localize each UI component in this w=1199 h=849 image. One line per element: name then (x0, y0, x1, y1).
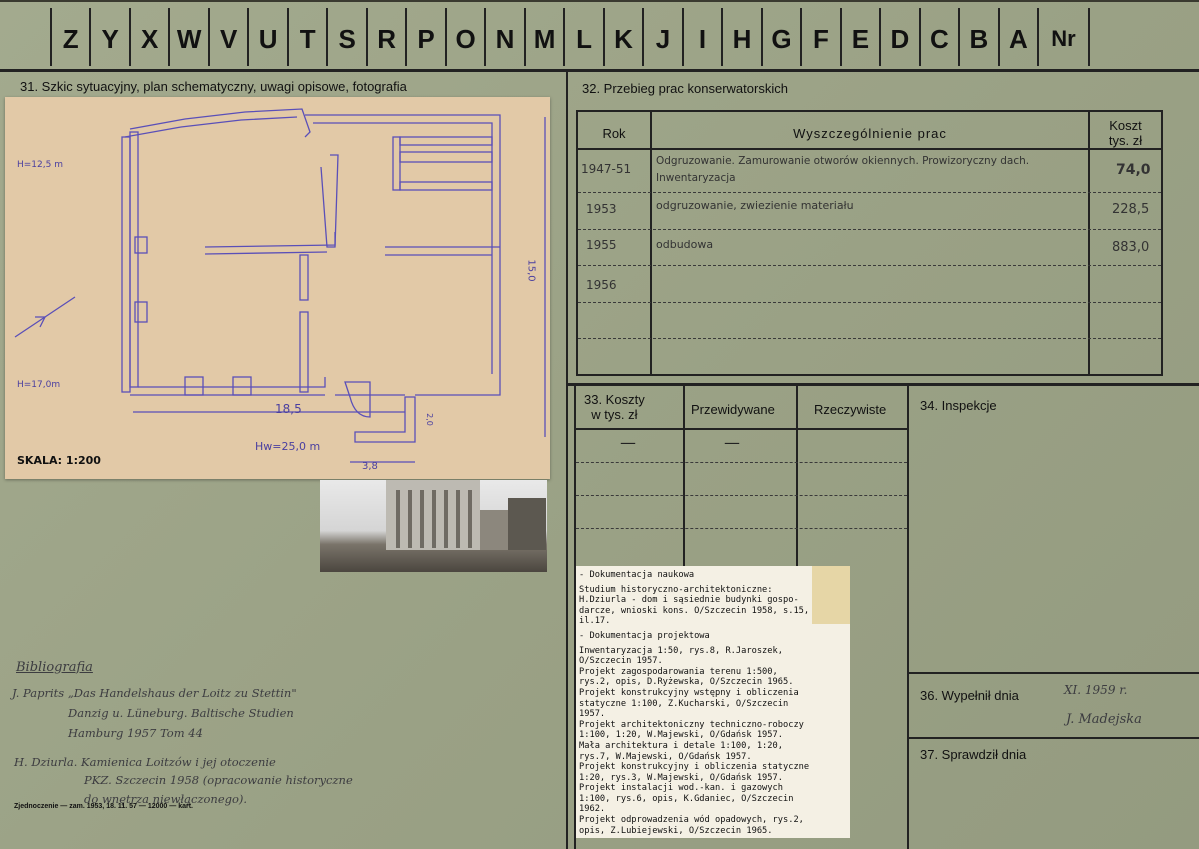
letter-cell: O (445, 8, 484, 66)
documentation-line: - Dokumentacja projektowa (579, 630, 710, 641)
documentation-line: 1957. (579, 709, 606, 720)
height-dimension: 15,0 (525, 259, 537, 282)
bibliography-line: Hamburg 1957 Tom 44 (68, 726, 203, 740)
width-dimension: 18,5 (275, 402, 302, 416)
actual-value: — (724, 433, 740, 452)
letter-cell: U (247, 8, 286, 66)
section-36-rule (907, 672, 1199, 674)
row-line (576, 528, 907, 529)
row-line (578, 338, 1161, 339)
bibliography-line: PKZ. Szczecin 1958 (opracowanie historyczne (84, 773, 353, 787)
letter-cell: N (484, 8, 523, 66)
documentation-line: Projekt konstrukcyjny wstępny i obliczenia (579, 687, 799, 698)
documentation-line: Projekt konstrukcyjny i obliczenia statyczne (579, 762, 810, 773)
letter-cell: R (366, 8, 405, 66)
row-line (578, 229, 1161, 230)
row-cost: 228,5 (1112, 202, 1150, 217)
stair-dimension: 3,8 (362, 461, 378, 472)
col-header-cost: Koszt tys. zł (1108, 118, 1143, 148)
documentation-line: statyczne 1:100, Z.Kucharski, O/Szczecin (579, 698, 789, 709)
documentation-line: opis, Z.Lubiejewski, O/Szczecin 1965. (579, 825, 773, 836)
site-sketch-paper (5, 97, 550, 479)
floor-plan-drawing (5, 97, 550, 479)
letter-cell: T (287, 8, 326, 66)
documentation-line: 1:20, rys.3, W.Majewski, O/Gdańsk 1957. (579, 772, 783, 783)
hw-label: Hw=25,0 m (255, 440, 321, 453)
documentation-line: Inwentaryzacja 1:50, rys.8, R.Jaroszek, (579, 645, 783, 656)
print-footer: Zjednoczenie — zam. 1953, 18. 11. 57 — 12000 — kart. (14, 803, 193, 810)
col-header-year: Rok (602, 125, 626, 141)
col-header-planned: Przewidywane (691, 402, 775, 417)
documentation-line: Studium historyczno-architektoniczne: (579, 584, 773, 595)
conservation-works-table (576, 110, 1163, 376)
col-divider (683, 386, 685, 566)
letter-cell: E (840, 8, 879, 66)
documentation-line: 1:100, 1:20, W.Majewski, O/Gdańsk 1957. (579, 730, 783, 741)
documentation-line: rys.7, W.Majewski, O/Gdańsk 1957. (579, 751, 752, 762)
section-33-top-rule (566, 383, 1199, 386)
section-37-rule (907, 737, 1199, 739)
section-32-title: 32. Przebieg prac konserwatorskich (582, 81, 788, 96)
row-description: Odgruzowanie. Zamurowanie otworów okiennych. Prowizoryczny dach. Inwentaryzacja (656, 155, 1030, 184)
row-line (578, 192, 1161, 193)
letter-cell: X (129, 8, 168, 66)
documentation-line: 1:100, rys.6, opis, K.Gdaniec, O/Szczecin (579, 793, 794, 804)
header-rule (576, 428, 907, 430)
letter-cell: I (682, 8, 721, 66)
main-column-divider (566, 72, 568, 849)
documentation-line: H.Dziurla - dom i sąsiednie budynki gospo- (579, 595, 799, 606)
documentation-line: darcze, wnioski kons. O/Szczecin 1958, s.15, (579, 605, 810, 616)
bibliography-line: do wnętrza niewłączonego). (84, 792, 248, 806)
documentation-lines (579, 570, 846, 836)
letter-cell: K (603, 8, 642, 66)
col-header-description: Wyszczególnienie prac (793, 125, 947, 141)
documentation-line: 1962. (579, 804, 606, 815)
row-year: 1956 (586, 278, 617, 292)
header-divider (0, 69, 1199, 72)
row-description: odgruzowanie, zwiezienie materiału (656, 199, 854, 212)
letter-cell: G (761, 8, 800, 66)
row-line (576, 462, 907, 463)
bibliography-heading: Bibliografia (16, 660, 93, 675)
section-34-title: 34. Inspekcje (920, 398, 997, 413)
col-divider (796, 386, 798, 566)
letter-cell: D (879, 8, 918, 66)
documentation-line: Mała architektura i detale 1:100, 1:20, (579, 740, 783, 751)
letter-cell: V (208, 8, 247, 66)
col-header-actual: Rzeczywiste (814, 402, 887, 417)
nr-cell: Nr (1037, 8, 1090, 66)
header-rule (578, 148, 1161, 150)
height-label-2: H=17,0m (17, 380, 61, 390)
documentation-line: O/Szczecin 1957. (579, 656, 663, 667)
row-year: 1953 (586, 202, 617, 216)
letter-cell: M (524, 8, 563, 66)
entrance-dimension: 2,0 (424, 413, 434, 426)
bibliography-line: J. Paprits „Das Handelshaus der Loitz zu Stettin" (12, 686, 297, 700)
letter-index-header (50, 8, 1090, 66)
bibliography-line: Danzig u. Lüneburg. Baltische Studien (68, 706, 294, 720)
letter-cell: A (998, 8, 1037, 66)
row-cost: 883,0 (1112, 240, 1150, 255)
cost-col-divider (1088, 112, 1090, 374)
documentation-line: Projekt instalacji wod.-kan. i gazowych (579, 783, 783, 794)
letter-cell: P (405, 8, 444, 66)
year-col-divider (650, 112, 652, 374)
letter-cell: H (721, 8, 760, 66)
letter-cell: F (800, 8, 839, 66)
row-year: 1947-51 (581, 162, 632, 176)
row-cost: 74,0 (1116, 162, 1151, 178)
letter-cell: S (326, 8, 365, 66)
letter-cell: L (563, 8, 602, 66)
top-border (0, 0, 1199, 2)
height-label-1: H=12,5 m (17, 160, 63, 170)
section-34-divider (907, 386, 909, 849)
row-line (578, 265, 1161, 266)
planned-value: — (620, 433, 636, 452)
documentation-line: Projekt odprowadzenia wód opadowych, rys.2, (579, 815, 804, 826)
section-33-title: 33. Koszty w tys. zł (584, 392, 645, 422)
filled-date: XI. 1959 r. (1064, 683, 1128, 697)
documentation-line: Projekt architektoniczny techniczno-roboczy (579, 719, 804, 730)
letter-cell: W (168, 8, 207, 66)
documentation-line: rys.2, opis, D.Ryżewska, O/Szczecin 1965. (579, 677, 794, 688)
documentation-line: Projekt zagospodarowania terenu 1:500, (579, 666, 778, 677)
filled-signature: J. Madejska (1066, 712, 1142, 727)
building-photograph (320, 480, 547, 572)
section-31-title: 31. Szkic sytuacyjny, plan schematyczny, uwagi opisowe, fotografia (20, 79, 407, 94)
section-36-title: 36. Wypełnił dnia (920, 688, 1019, 703)
letter-cell: B (958, 8, 997, 66)
section-37-title: 37. Sprawdził dnia (920, 747, 1027, 762)
row-line (578, 302, 1161, 303)
letter-cell: J (642, 8, 681, 66)
documentation-line: - Dokumentacja naukowa (579, 570, 695, 580)
documentation-line: il.17. (579, 616, 611, 627)
scale-label: SKALA: 1:200 (17, 454, 101, 467)
letter-cell: C (919, 8, 958, 66)
letter-cell: Z (50, 8, 89, 66)
documentation-note (576, 566, 850, 838)
bibliography-line: H. Dziurla. Kamienica Loitzów i jej otoczenie (14, 755, 276, 769)
letter-cell: Y (89, 8, 128, 66)
row-line (576, 495, 907, 496)
row-description: odbudowa (656, 238, 714, 251)
row-year: 1955 (586, 238, 617, 252)
